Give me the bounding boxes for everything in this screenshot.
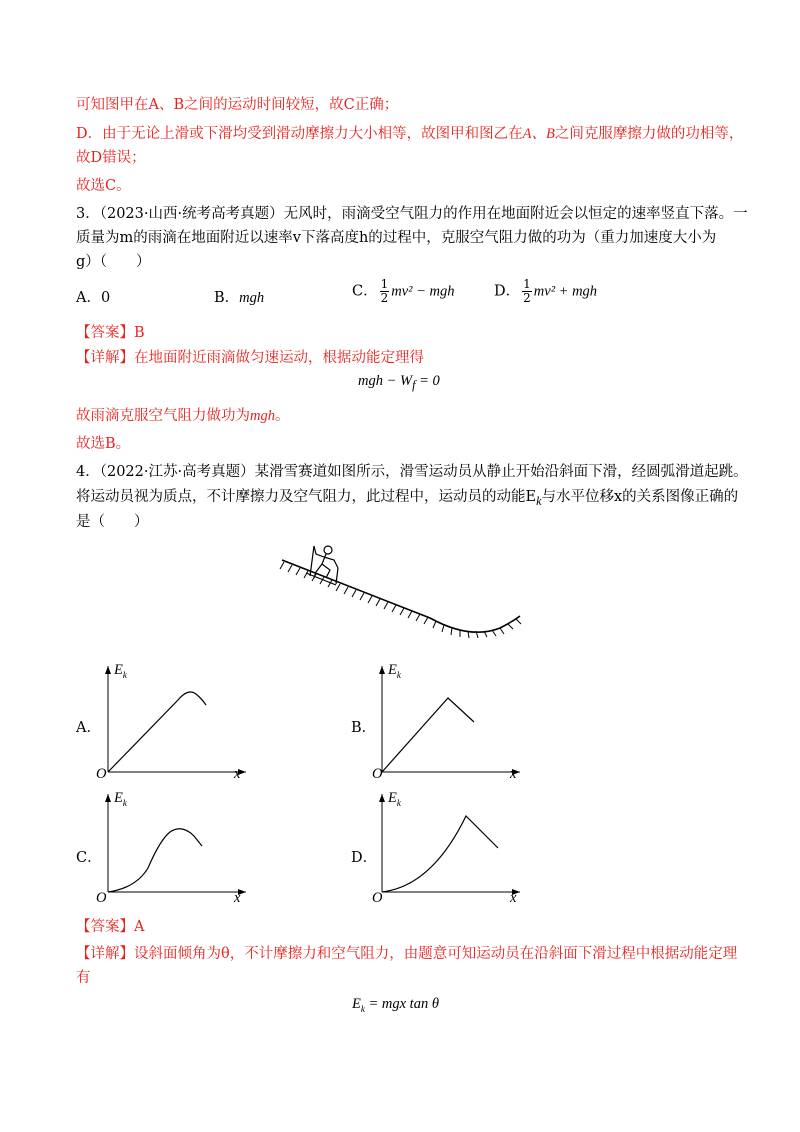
graph-b-xlabel: x <box>510 766 517 782</box>
graph-a-origin: O <box>96 766 107 782</box>
graph-d-xlabel: x <box>510 890 517 906</box>
skier-icon <box>306 546 338 585</box>
graph-b-ylabel: $E_k$ <box>388 662 401 680</box>
q3-option-b: B．mgh <box>214 290 265 306</box>
graph-d-option-label: D． <box>351 850 378 866</box>
q3-equation: mgh − $W_f = 0$ <box>358 373 440 392</box>
q3-detail: 【详解】在地面附近雨滴做匀速运动，根据动能定理得 <box>76 350 424 366</box>
graph-c-ylabel: $E_k$ <box>114 790 127 808</box>
q4-detail-line-1: 【详解】设斜面倾角为θ，不计摩擦力和空气阻力，由题意可知运动员在沿斜面下滑过程中根据动能定理 <box>76 946 738 962</box>
prev-solution-line-1: 可知图甲在A、B之间的运动时间较短，故C正确； <box>76 97 399 113</box>
q3-option-c: C． $\frac{1}{2}$ mv² − mgh <box>352 277 455 305</box>
q3-stem-line-1: 3．（2023·山西·统考高考真题）无风时，雨滴受空气阻力的作用在地面附近会以恒定的速率竖直下落。一 <box>76 206 748 222</box>
fraction: $\frac{1}{2}$ <box>380 277 389 305</box>
prev-solution-line-2: D．由于无论上滑或下滑均受到滑动摩擦力大小相等，故图甲和图乙在A、B之间克服摩擦力做的功相等， <box>76 126 744 142</box>
graph-c-xlabel: x <box>234 890 241 906</box>
graph-a-xlabel: x <box>234 766 241 782</box>
graph-d-ylabel: $E_k$ <box>388 790 401 808</box>
prev-solution-choice: 故选C。 <box>76 178 131 194</box>
graph-c-option-label: C． <box>76 850 102 866</box>
graph-d <box>370 790 530 915</box>
q3-choice: 故选B。 <box>76 436 131 452</box>
graph-d-origin: O <box>372 890 383 906</box>
q4-stem-line-1: 4．（2022·江苏·高考真题）某滑雪赛道如图所示，滑雪运动员从静止开始沿斜面下滑，经圆弧滑道起跳。 <box>76 464 748 480</box>
q3-answer: 【答案】B <box>76 325 145 341</box>
q4-stem-line-3: 是（ ） <box>76 514 149 530</box>
q4-detail-line-2: 有 <box>76 970 91 986</box>
graph-a-option-label: A． <box>76 720 101 736</box>
q4-equation: $E_k$ = mgx tan θ <box>352 996 439 1014</box>
q3-option-a: A．0 <box>76 290 111 306</box>
graph-b-origin: O <box>372 766 383 782</box>
prev-solution-line-3: 故D错误； <box>76 150 146 166</box>
graph-c-origin: O <box>96 890 107 906</box>
q4-stem-line-2: 将运动员视为质点，不计摩擦力及空气阻力，此过程中，运动员的动能$E_k$与水平位移x的关系图像正确的 <box>76 489 739 508</box>
graph-a-ylabel: $E_k$ <box>114 662 127 680</box>
q3-conclusion: 故雨滴克服空气阻力做功为mgh。 <box>76 408 290 424</box>
graph-b-option-label: B． <box>351 720 377 736</box>
ski-track-figure <box>270 540 530 650</box>
graph-c <box>96 790 256 915</box>
q3-stem-line-2: 质量为m的雨滴在地面附近以速率v下落高度h的过程中，克服空气阻力做的功为（重力加速度大小为 <box>76 230 717 246</box>
q3-stem-line-3: g）（ ） <box>76 254 151 270</box>
fraction: $\frac{1}{2}$ <box>523 277 531 305</box>
q4-answer: 【答案】A <box>76 919 145 935</box>
q3-option-d: D． $\frac{1}{2}$ mv² + mgh <box>494 277 598 305</box>
